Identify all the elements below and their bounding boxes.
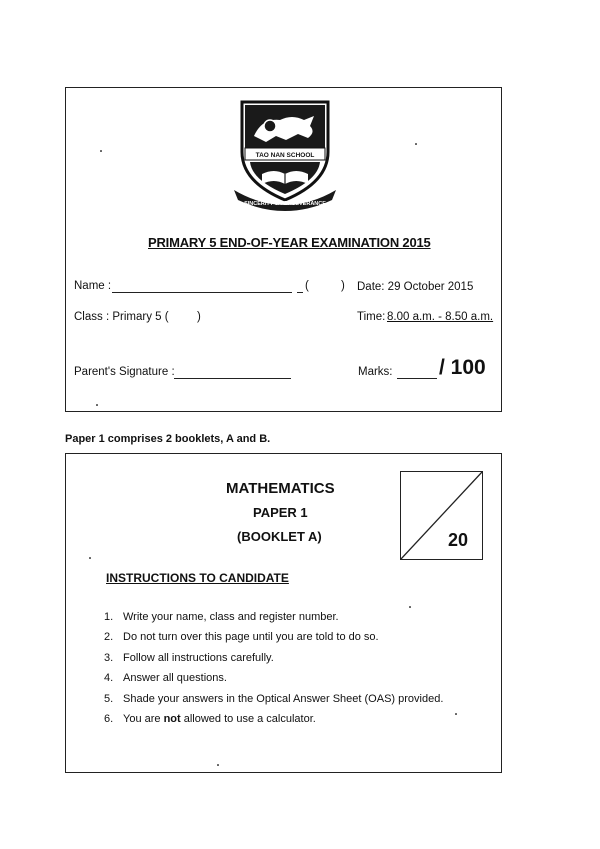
instruction-text: Do not turn over this page until you are told to do so.: [123, 631, 379, 644]
instruction-item: [104, 652, 443, 672]
instruction-text: You are not allowed to use a calculator.: [123, 712, 316, 725]
scan-speck: [89, 557, 91, 559]
time-label: Time:: [357, 311, 386, 323]
name-label: Name :: [74, 280, 112, 292]
exam-time: 8.00 a.m. - 8.50 a.m.: [387, 311, 494, 323]
marks-field[interactable]: [397, 378, 437, 379]
marks-total: / 100: [439, 356, 486, 379]
parent-signature-field[interactable]: [174, 378, 291, 379]
class-label: Class : Primary 5 (: [74, 311, 169, 323]
instruction-item: [104, 693, 443, 713]
score-box: [400, 471, 483, 560]
crest-motto: SINCERITY & PERSEVERANCE: [244, 201, 326, 207]
scan-speck: [455, 713, 457, 715]
exam-title: PRIMARY 5 END-OF-YEAR EXAMINATION 2015: [148, 235, 431, 250]
score-diagonal: [401, 472, 482, 559]
name-field-tail: [297, 292, 303, 293]
subject-title: MATHEMATICS: [226, 480, 335, 497]
paper-title: PAPER 1: [253, 505, 308, 520]
instruction-number: 2.: [104, 631, 114, 644]
instruction-text: Answer all questions.: [123, 672, 227, 685]
instruction-item: [104, 611, 443, 631]
scan-speck: [409, 606, 411, 608]
class-close-paren: ): [197, 311, 201, 323]
exam-date: Date: 29 October 2015: [357, 281, 474, 293]
scan-speck: [100, 150, 102, 152]
crest-school-name: TAO NAN SCHOOL: [255, 152, 315, 159]
register-open-paren: (: [305, 280, 309, 292]
scan-speck: [415, 143, 417, 145]
instruction-item: [104, 631, 443, 651]
marks-label: Marks:: [358, 366, 393, 378]
school-crest-logo: [232, 96, 338, 214]
name-field[interactable]: [112, 292, 292, 293]
register-close-paren: ): [341, 280, 345, 292]
instructions-list: [104, 611, 443, 733]
instructions-title: INSTRUCTIONS TO CANDIDATE: [106, 571, 289, 585]
instruction-text: Follow all instructions carefully.: [123, 651, 274, 664]
instruction-number: 3.: [104, 651, 114, 664]
instruction-number: 6.: [104, 712, 114, 725]
instruction-number: 4.: [104, 672, 114, 685]
scan-speck: [217, 764, 219, 766]
instruction-number: 5.: [104, 692, 114, 705]
booklet-title: (BOOKLET A): [237, 529, 322, 544]
parent-signature-label: Parent's Signature :: [74, 366, 175, 378]
scan-speck: [96, 404, 98, 406]
instruction-text: Write your name, class and register number.: [123, 611, 339, 623]
instruction-item: [104, 672, 443, 692]
instruction-item: [104, 713, 443, 733]
instruction-text: Shade your answers in the Optical Answer Sheet (OAS) provided.: [123, 692, 444, 705]
score-total: 20: [447, 530, 468, 550]
instruction-number: 1.: [104, 611, 114, 623]
paper-note: Paper 1 comprises 2 booklets, A and B.: [65, 433, 271, 445]
